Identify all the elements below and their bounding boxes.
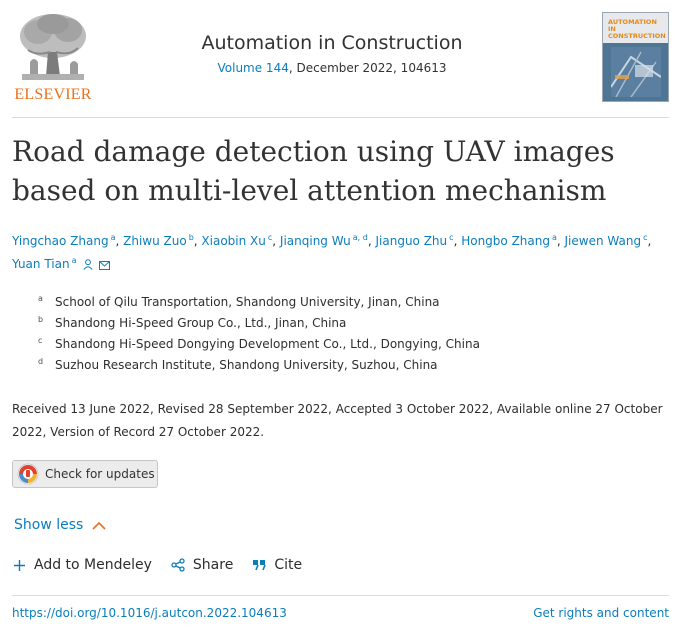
author-affiliation-sup: c xyxy=(449,233,454,242)
corresponding-author-icons xyxy=(83,256,110,276)
footer-divider xyxy=(12,595,669,596)
affiliation-item xyxy=(38,334,658,355)
person-icon[interactable] xyxy=(83,259,93,270)
affiliation-text: School of Qilu Transportation, Shandong University, Jinan, China xyxy=(55,295,440,309)
affiliation-text: Shandong Hi-Speed Dongying Development Co., Ltd., Dongying, China xyxy=(55,337,480,351)
author-link[interactable] xyxy=(12,234,115,248)
check-updates-icon xyxy=(17,463,39,485)
article-actions xyxy=(13,555,321,575)
author-separator: , xyxy=(272,234,280,248)
author-link[interactable] xyxy=(461,234,557,248)
author-name: Zhiwu Zuo xyxy=(123,234,187,248)
author-name: Hongbo Zhang xyxy=(461,234,550,248)
author-separator: , xyxy=(115,234,124,248)
affiliation-text: Shandong Hi-Speed Group Co., Ltd., Jinan, China xyxy=(55,316,347,330)
envelope-icon[interactable] xyxy=(99,261,110,270)
add-to-mendeley-button[interactable] xyxy=(13,557,152,573)
affiliation-text: Suzhou Research Institute, Shandong University, Suzhou, China xyxy=(55,358,438,372)
show-less-toggle[interactable] xyxy=(14,517,106,533)
author-separator: , xyxy=(367,234,376,248)
cite-label: Cite xyxy=(274,557,303,573)
cover-title: AUTOMATION IN CONSTRUCTION xyxy=(608,18,666,40)
author-affiliation-sup: a xyxy=(71,256,77,265)
share-button[interactable] xyxy=(171,557,233,573)
show-less-label: Show less xyxy=(14,517,84,533)
article-title: Road damage detection using UAV images based on multi-level attention mechanism xyxy=(12,135,615,207)
author-name: Yingchao Zhang xyxy=(12,234,109,248)
author-name: Jiewen Wang xyxy=(564,234,642,248)
cite-button[interactable] xyxy=(252,557,302,573)
author-affiliation-sup: a xyxy=(551,233,557,242)
issue-details: , December 2022, 104613 xyxy=(288,61,447,75)
article-history: Received 13 June 2022, Revised 28 September 2022, Accepted 3 October 2022, Available online 27 October 2022, Version of Record 27 October 2022. xyxy=(12,402,663,439)
elsevier-tree-icon xyxy=(16,12,90,84)
mendeley-label: Add to Mendeley xyxy=(34,557,152,573)
author-affiliation-sup: c xyxy=(267,233,273,242)
elsevier-logo[interactable] xyxy=(12,10,94,104)
author-affiliation-sup: a xyxy=(110,233,116,242)
author-link[interactable] xyxy=(376,234,454,248)
author-name: Jianguo Zhu xyxy=(375,234,448,248)
journal-info xyxy=(132,32,532,75)
author-link[interactable] xyxy=(565,234,648,248)
author-link[interactable] xyxy=(280,234,368,248)
header-divider xyxy=(12,117,669,118)
author-affiliation-sup: c xyxy=(643,233,648,242)
author-separator: , xyxy=(453,234,462,248)
journal-issue xyxy=(132,61,532,75)
author-name: Xiaobin Xu xyxy=(201,234,266,248)
author-separator: , xyxy=(193,234,202,248)
quote-icon xyxy=(252,559,266,571)
author-name: Jianqing Wu xyxy=(279,234,351,248)
author-affiliation-sup: a, d xyxy=(352,233,368,242)
affiliation-label: c xyxy=(38,336,43,345)
author-link[interactable] xyxy=(12,257,77,271)
plus-icon xyxy=(13,559,26,572)
affiliation-item xyxy=(38,355,658,376)
affiliation-item xyxy=(38,313,658,334)
share-icon xyxy=(171,558,185,572)
elsevier-wordmark: ELSEVIER xyxy=(14,86,92,103)
journal-cover-image[interactable] xyxy=(602,12,669,102)
journal-header xyxy=(12,10,669,106)
check-for-updates-label: Check for updates xyxy=(45,467,155,481)
journal-title[interactable]: Automation in Construction xyxy=(201,32,463,54)
affiliation-label: b xyxy=(38,315,44,324)
cover-artwork-icon xyxy=(611,47,661,97)
check-for-updates-button[interactable] xyxy=(12,460,158,488)
author-name: Yuan Tian xyxy=(12,257,70,271)
volume-link[interactable]: Volume 144 xyxy=(217,61,289,75)
author-link[interactable] xyxy=(123,234,194,248)
author-separator: , xyxy=(556,234,565,248)
affiliation-list xyxy=(38,292,658,376)
author-separator: , xyxy=(647,234,652,248)
affiliation-label: a xyxy=(38,294,43,303)
affiliation-label: d xyxy=(38,357,44,366)
chevron-up-icon xyxy=(92,521,106,530)
doi-link[interactable]: https://doi.org/10.1016/j.autcon.2022.104613 xyxy=(12,606,287,620)
author-affiliation-sup: b xyxy=(188,233,194,242)
get-rights-link[interactable]: Get rights and content xyxy=(533,606,669,620)
share-label: Share xyxy=(192,557,234,573)
affiliation-item xyxy=(38,292,658,313)
author-link[interactable] xyxy=(201,234,272,248)
author-list xyxy=(12,228,672,276)
